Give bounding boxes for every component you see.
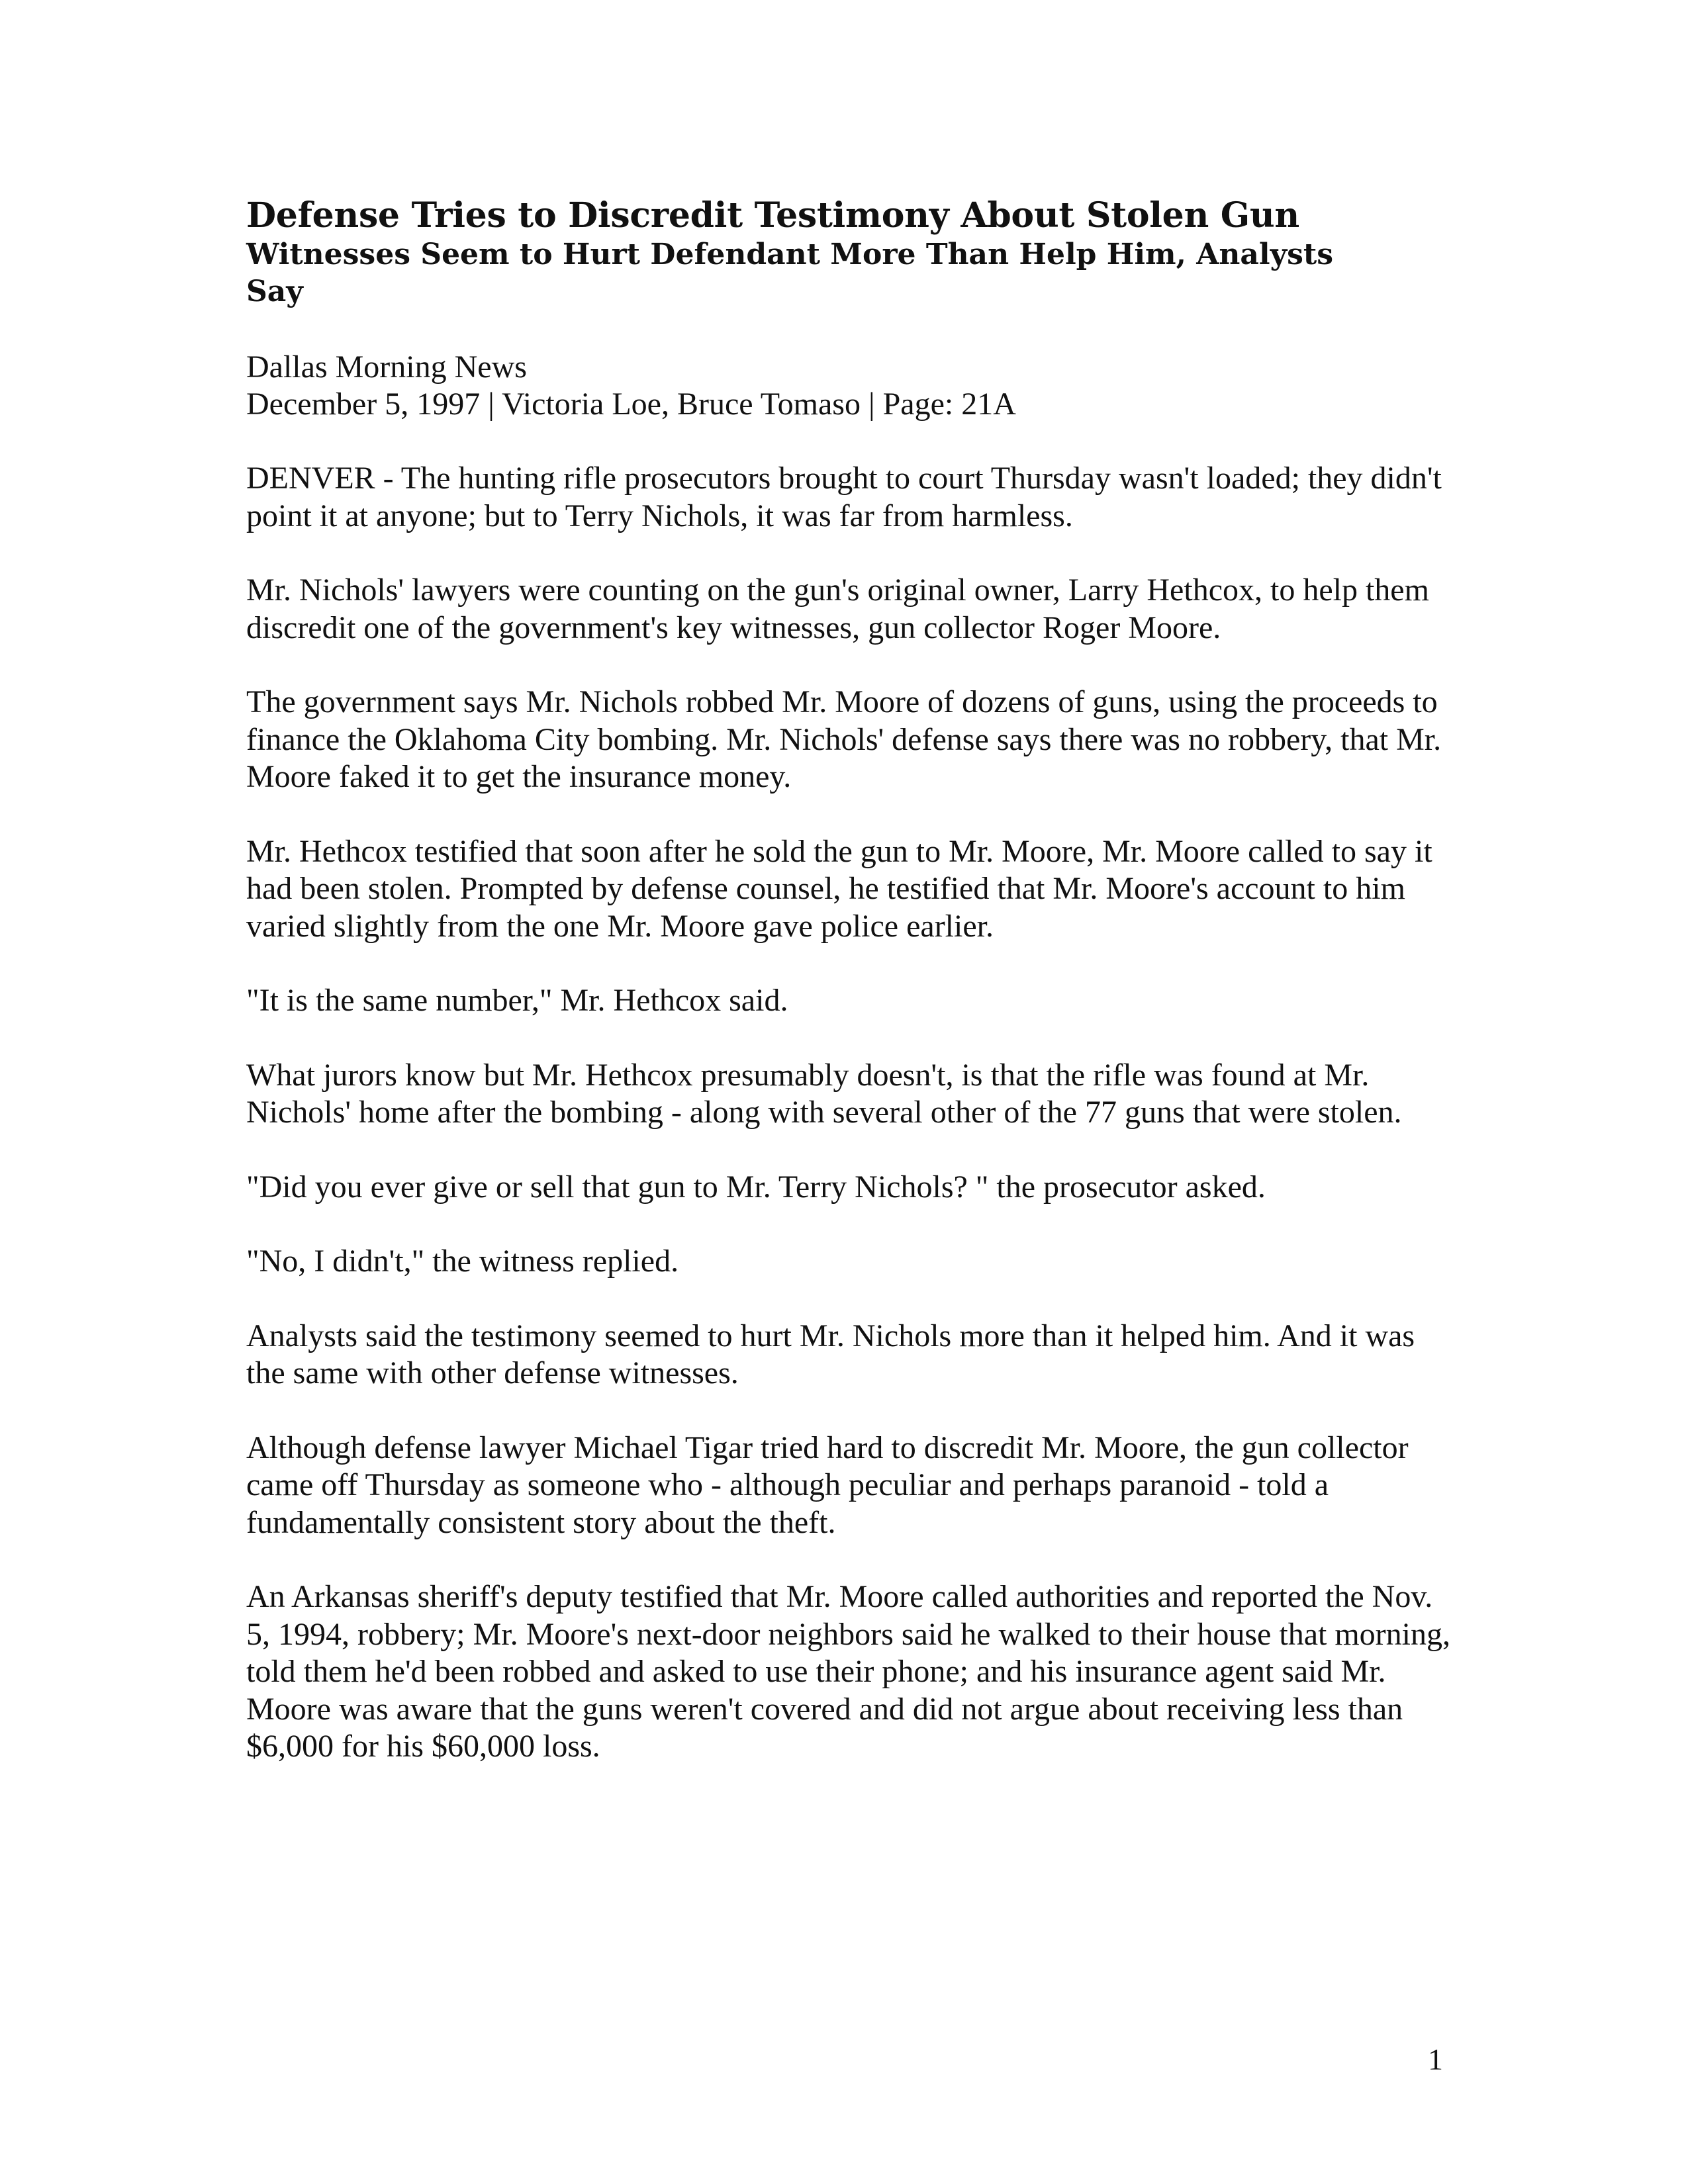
paragraph: "No, I didn't," the witness replied.	[246, 1244, 679, 1279]
paragraph: The government says Mr. Nichols robbed Mr. Moore of dozens of guns, using the proceeds to finance the Oklahoma City bombing. Mr. Nichols' defense says there was no robbery, that Mr. Moore faked it to get the insurance money.	[246, 684, 1442, 794]
article-meta	[246, 349, 1451, 423]
paragraph: What jurors know but Mr. Hethcox presumably doesn't, is that the rifle was found at Mr. Nichols' home after the bombing - along with several other of the 77 guns that were stolen.	[246, 1057, 1402, 1130]
paragraph: Although defense lawyer Michael Tigar tried hard to discredit Mr. Moore, the gun collector came off Thursday as someone who - although peculiar and perhaps paranoid - told a fundamentally consistent story about the theft.	[246, 1430, 1409, 1540]
page-number: 1	[1428, 2042, 1443, 2076]
article	[246, 195, 1451, 1803]
paragraph: DENVER - The hunting rifle prosecutors brought to court Thursday wasn't loaded; they didn't point it at anyone; but to Terry Nichols, it was far from harmless.	[246, 461, 1442, 533]
paragraph: Mr. Hethcox testified that soon after he sold the gun to Mr. Moore, Mr. Moore called to say it had been stolen. Prompted by defense counsel, he testified that Mr. Moore's account to him varied slightly from the one Mr. Moore gave police earlier.	[246, 833, 1432, 944]
byline: December 5, 1997 | Victoria Loe, Bruce Tomaso | Page: 21A	[246, 387, 1016, 422]
paragraph: Analysts said the testimony seemed to hurt Mr. Nichols more than it helped him. And it was the same with other defense witnesses.	[246, 1318, 1415, 1390]
subheadline: Witnesses Seem to Hurt Defendant More Than Help Him, Analysts Say	[246, 238, 1334, 308]
article-body	[246, 460, 1451, 1766]
paragraph: "Did you ever give or sell that gun to Mr. Terry Nichols? " the prosecutor asked.	[246, 1169, 1266, 1205]
paragraph: Mr. Nichols' lawyers were counting on the gun's original owner, Larry Hethcox, to help them discredit one of the government's key witnesses, gun collector Roger Moore.	[246, 572, 1429, 645]
headline: Defense Tries to Discredit Testimony About Stolen Gun	[246, 195, 1299, 236]
publication-name: Dallas Morning News	[246, 349, 527, 385]
paragraph: An Arkansas sheriff's deputy testified that Mr. Moore called authorities and reported the Nov. 5, 1994, robbery; Mr. Moore's next-door neighbors said he walked to their house that morning, told them he'd been robbed and asked to use their phone; and his insurance agent said Mr. Moore was aware that the guns weren't covered and did not argue about receiving less than $6,000 for his $60,000 loss.	[246, 1579, 1450, 1764]
paragraph: "It is the same number," Mr. Hethcox said.	[246, 983, 788, 1018]
